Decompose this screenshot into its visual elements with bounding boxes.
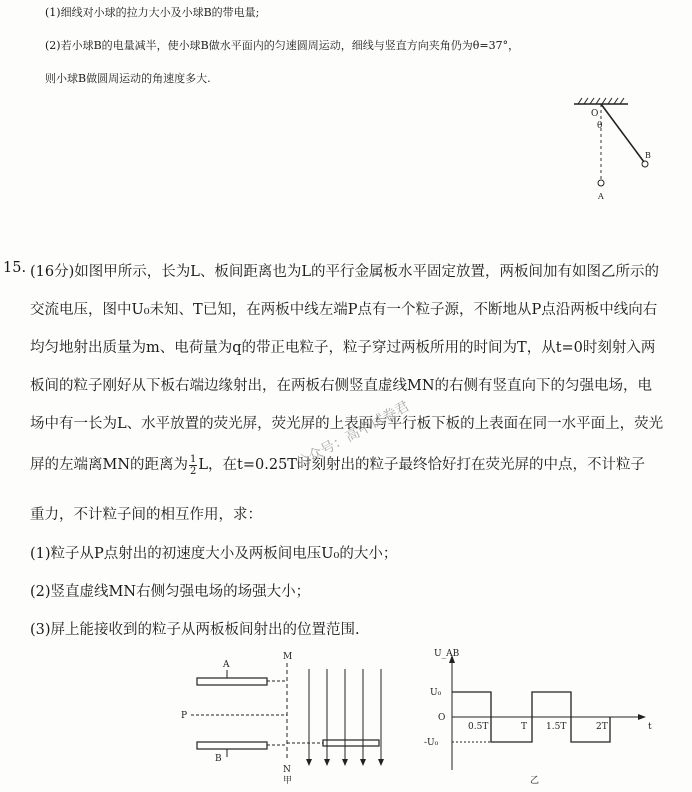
q15-line-2: 交流电压，图中U₀未知、T已知，在两板中线左端P点有一个粒子源，不断地从P点沿两板中线向右 [30, 302, 658, 318]
pendulum-figure [568, 96, 658, 206]
q15-line-1: (16分)如图甲所示，长为L、板间距离也为L的平行金属板水平固定放置，两板间加有如图乙所示的 [30, 264, 660, 280]
tick-2T: 2T [596, 722, 608, 732]
fraction-numerator: 1 [190, 453, 197, 465]
fraction-one-half [189, 454, 197, 477]
q15-line-4: 板间的粒子刚好从下板右端边缘射出，在两板右侧竖直虚线MN的右侧有竖直向下的匀强电场，电 [30, 378, 653, 394]
tick-T: T [521, 722, 528, 732]
fluorescent-screen [323, 740, 379, 746]
q15-line-7: 重力，不计粒子间的相互作用，求： [30, 507, 262, 523]
q15-line-6a: 屏的左端离MN的距离为 [30, 457, 189, 473]
label-neg-U0: -U₀ [424, 738, 439, 748]
caption-yi: 乙 [530, 776, 540, 786]
label-theta: θ [597, 121, 603, 131]
top-line-1: (1)细线对小球的拉力大小及小球B的带电量; [45, 6, 260, 19]
label-P: P [181, 711, 188, 721]
top-line-2: (2)若小球B的电量减半，使小球B做水平面内的匀速圆周运动，细线与竖直方向夹角仍为θ=37°， [45, 39, 520, 52]
q15-line-5: 场中有一长为L、水平放置的荧光屏，荧光屏的上表面与平行板下板的上表面在同一水平面上，荧光 [30, 416, 664, 432]
figure-jia [175, 645, 407, 785]
fraction-denominator: 2 [190, 465, 197, 477]
figure-yi-chart [420, 645, 660, 790]
tick-0.5T: 0.5T [468, 722, 489, 732]
label-M: M [283, 652, 293, 662]
q15-line-3: 均匀地射出质量为m、电荷量为q的带正电粒子，粒子穿过两板所用的时间为T，从t=0时刻射入两 [30, 340, 656, 356]
q15-line-6 [30, 453, 645, 477]
watermark: 公众号：高中试卷君 [293, 398, 413, 472]
yaxis-label: U_AB [434, 649, 460, 659]
label-B: B [215, 754, 222, 764]
q15-line-6b: L，在t=0.25T时刻射出的粒子最终恰好打在荧光屏的中点，不计粒子 [198, 457, 645, 473]
label-B: B [645, 151, 651, 160]
upper-plate [197, 678, 267, 685]
q15-sub-2: (2)竖直虚线MN右侧匀强电场的场强大小； [30, 584, 311, 600]
t-axis-label: t [648, 722, 652, 732]
caption-jia: 甲 [283, 776, 293, 785]
tick-1.5T: 1.5T [546, 722, 567, 732]
label-origin: O [438, 713, 446, 723]
label-O: O [591, 109, 599, 119]
top-line-3: 则小球B做圆周运动的角速度多大. [45, 72, 211, 85]
lower-plate [197, 742, 267, 749]
q15-sub-1: (1)粒子从P点射出的初速度大小及两板间电压U₀的大小； [30, 546, 398, 562]
label-N: N [283, 765, 291, 775]
label-U0: U₀ [430, 688, 442, 698]
question-15-number: 15. [3, 260, 27, 276]
q15-sub-3: (3)屏上能接收到的粒子从两板板间射出的位置范围. [30, 622, 360, 638]
label-A: A [223, 660, 230, 670]
label-A: A [598, 192, 604, 201]
